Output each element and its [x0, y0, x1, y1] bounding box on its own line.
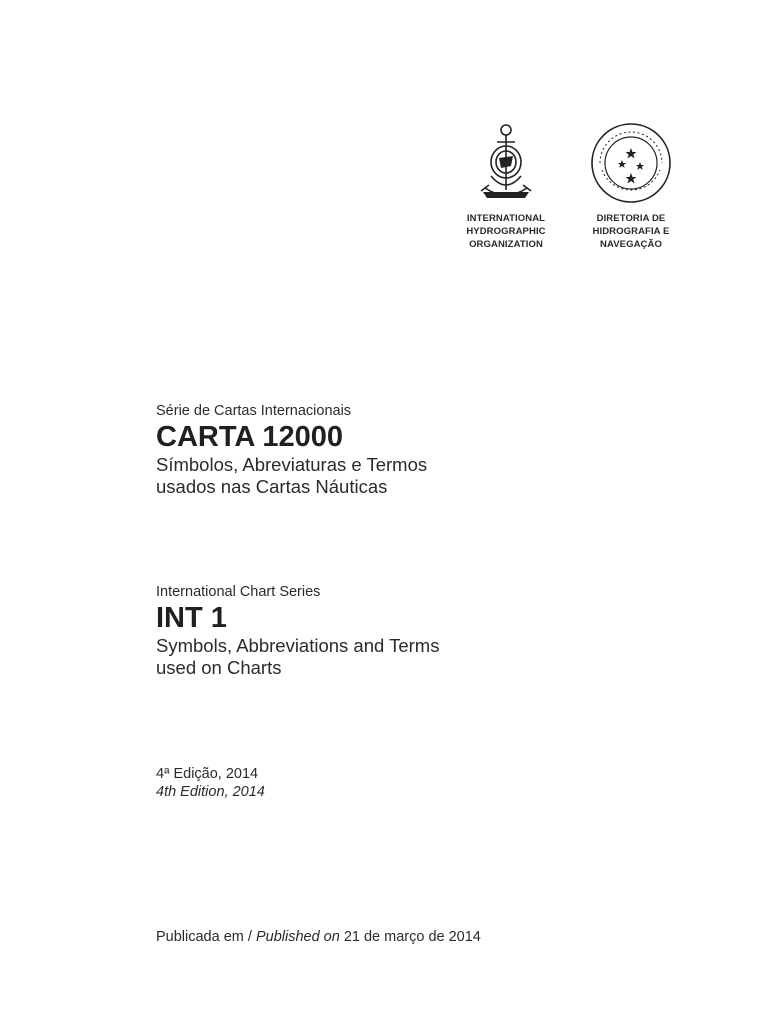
dhn-logo — [575, 118, 687, 251]
portuguese-title-block — [156, 402, 716, 498]
published-prefix-pt: Publicada em / — [156, 929, 252, 945]
subtitle-pt-line2: usados nas Cartas Náuticas — [156, 476, 388, 497]
subtitle-en-line2: used on Charts — [156, 657, 282, 678]
chart-title-pt: CARTA 12000 — [156, 421, 343, 453]
chart-title-en: INT 1 — [156, 602, 227, 634]
logos — [450, 118, 700, 268]
subtitle-en-line1: Symbols, Abbreviations and Terms — [156, 635, 440, 656]
publication-line — [156, 928, 481, 946]
edition-pt: 4ª Edição, 2014 — [156, 766, 259, 782]
edition-block — [156, 765, 265, 801]
subtitle-pt-line1: Símbolos, Abreviaturas e Termos — [156, 454, 428, 475]
series-label-pt: Série de Cartas Internacionais — [156, 403, 352, 419]
dhn-seal-icon — [586, 118, 676, 208]
iho-caption: INTERNATIONAL HYDROGRAPHIC ORGANIZATION — [466, 213, 546, 250]
published-prefix-en: Published on — [255, 929, 340, 945]
edition-en: 4th Edition, 2014 — [156, 784, 265, 800]
published-date: 21 de março de 2014 — [343, 929, 481, 945]
english-title-block — [156, 583, 716, 679]
series-label-en: International Chart Series — [156, 584, 321, 600]
iho-logo — [450, 118, 562, 251]
dhn-caption: DIRETORIA DE HIDROGRAFIA E NAVEGAÇÃO — [592, 213, 670, 250]
iho-emblem-icon — [461, 118, 551, 208]
